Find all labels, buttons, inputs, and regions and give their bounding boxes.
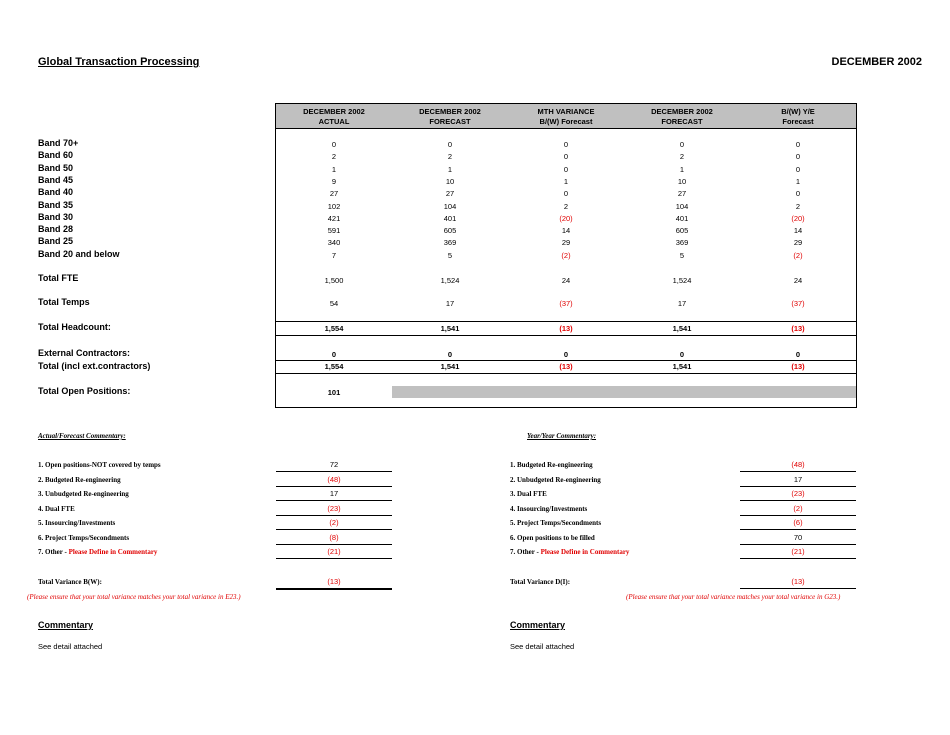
col-header-mth-variance: MTH VARIANCE B/(W) Forecast [537, 107, 595, 126]
table-cell: (13) [791, 362, 805, 371]
col-header-ye-variance: B/(W) Y/E Forecast [781, 107, 815, 126]
table-cell: 17 [677, 299, 687, 308]
table-cell: 2 [795, 201, 801, 211]
col-header-ye-forecast: DECEMBER 2002 FORECAST [651, 107, 713, 126]
table-cell: 421 [327, 213, 341, 223]
row-label-total-headcount: Total Headcount: [38, 322, 111, 332]
table-cell: 0 [331, 140, 337, 149]
table-cell: 0 [795, 140, 801, 149]
left-variance-note: (Please ensure that your total variance matches your total variance in E23.) [27, 593, 241, 601]
row-label-band: Band 25 [38, 236, 74, 247]
right_commentary-item-label: 1. Budgeted Re-engineering [510, 461, 593, 469]
left_commentary-item-label: 1. Open positions-NOT covered by temps [38, 461, 161, 469]
table-cell: (13) [559, 362, 573, 371]
table-cell: 0 [563, 164, 569, 174]
left_commentary-item-label: 7. Other - Please Define in Commentary [38, 548, 158, 556]
table-cell: 104 [443, 201, 457, 211]
table-cell: 29 [793, 238, 803, 248]
row-label-band: Band 30 [38, 211, 74, 222]
right_commentary-item-value: (6) [740, 517, 856, 530]
right_commentary-item-value: 17 [740, 474, 856, 487]
table-cell: 1,524 [440, 276, 460, 285]
row-label-band: Band 70+ [38, 138, 79, 148]
table-cell: 605 [443, 226, 457, 236]
table-cell: 24 [561, 276, 571, 285]
left_commentary-item-value: 72 [276, 459, 392, 472]
right_commentary-item-value: (2) [740, 503, 856, 516]
table-cell: 0 [795, 152, 801, 162]
table-cell: 104 [675, 201, 689, 211]
table-cell: 369 [675, 238, 689, 248]
row-label-total-temps: Total Temps [38, 297, 90, 307]
row-label-band: Band 40 [38, 187, 74, 198]
table-cell: 401 [675, 213, 689, 223]
right-total-value: (13) [740, 576, 856, 589]
right_commentary-item-value: (21) [740, 546, 856, 559]
right_commentary-item-label: 7. Other - Please Define in Commentary [510, 548, 630, 556]
table-cell: 10 [677, 176, 687, 186]
table-cell: 5 [447, 250, 453, 260]
table-cell: (20) [559, 213, 573, 223]
left_commentary-item-value: (8) [276, 532, 392, 545]
left_commentary-item-value: (2) [276, 517, 392, 530]
table-cell: 0 [563, 152, 569, 162]
table-cell: 0 [331, 350, 337, 359]
right-commentary-text: See detail attached [510, 642, 575, 651]
right_commentary-item-value: (48) [740, 459, 856, 472]
table-cell: (2) [793, 250, 803, 260]
left-commentary-text: See detail attached [38, 642, 103, 651]
table-cell: 1,524 [672, 276, 692, 285]
left_commentary-item-label: 6. Project Temps/Secondments [38, 533, 130, 542]
left_commentary-item-label: 5. Insourcing/Investments [38, 519, 116, 527]
row-label-band: Band 28 [38, 224, 74, 235]
table-cell: 1,541 [672, 362, 692, 371]
divider [276, 321, 856, 322]
table-cell: 1,541 [440, 362, 460, 371]
right-commentary-heading: Commentary [510, 620, 566, 630]
table-cell: (13) [791, 324, 805, 333]
table-cell: 1,500 [324, 276, 344, 285]
left-commentary-title: Actual/Forecast Commentary: [38, 432, 126, 440]
table-cell: 0 [795, 350, 801, 359]
table-cell: 102 [327, 201, 341, 211]
row-label-band: Band 50 [38, 162, 74, 173]
table-cell: 1,554 [324, 324, 344, 333]
table-cell: 27 [329, 189, 339, 199]
col-header-actual: DECEMBER 2002 ACTUAL [303, 107, 365, 126]
table-cell: 0 [447, 350, 453, 359]
left_commentary-item-label: 2. Budgeted Re-engineering [38, 475, 121, 484]
table-cell: 0 [447, 140, 453, 149]
right_commentary-item-label: 4. Insourcing/Investments [510, 504, 588, 513]
table-cell: 7 [331, 250, 337, 260]
table-cell: (13) [559, 324, 573, 333]
right-variance-note: (Please ensure that your total variance matches your total variance in G23.) [626, 593, 841, 601]
left-commentary-heading: Commentary [38, 620, 94, 630]
row-label-band: Band 20 and below [38, 248, 120, 259]
left_commentary-item-label: 4. Dual FTE [38, 504, 75, 513]
left_commentary-item-value: (48) [276, 474, 392, 487]
table-cell: 0 [563, 189, 569, 199]
divider [276, 360, 856, 361]
divider [276, 335, 856, 336]
right_commentary-item-label: 2. Unbudgeted Re-engineering [510, 475, 601, 484]
divider [276, 373, 856, 374]
table-cell: 340 [327, 238, 341, 248]
table-cell: 1 [331, 164, 337, 174]
table-cell: (37) [791, 299, 805, 308]
table-cell: (20) [791, 213, 805, 223]
left-total-value: (13) [276, 576, 392, 590]
left-total-label: Total Variance B(W): [38, 578, 102, 586]
table-cell: 1,541 [440, 324, 460, 333]
right_commentary-item-label: 3. Dual FTE [510, 490, 547, 498]
table-cell: 0 [679, 140, 685, 149]
table-cell: 1,554 [324, 362, 344, 371]
table-cell: 0 [563, 350, 569, 359]
open-positions-value: 101 [327, 388, 341, 397]
table-cell: 1 [795, 176, 801, 186]
row-label-band: Band 60 [38, 150, 74, 161]
table-cell: 401 [443, 213, 457, 223]
table-cell: 369 [443, 238, 457, 248]
table-cell: (37) [559, 299, 573, 308]
table-cell: 10 [445, 176, 455, 186]
table-cell: 27 [677, 189, 687, 199]
table-cell: 591 [327, 226, 341, 236]
define-in-commentary-text: Please Define in Commentary [540, 548, 630, 556]
right-commentary-title: Year/Year Commentary: [527, 432, 597, 440]
table-cell: 54 [329, 299, 339, 308]
table-cell: 5 [679, 250, 685, 260]
row-label-total-incl-contractors: Total (incl ext.contractors) [38, 361, 151, 371]
table-cell: 27 [445, 189, 455, 199]
table-cell: 2 [331, 152, 337, 162]
row-label-open-positions: Total Open Positions: [38, 386, 131, 396]
row-label-total-fte: Total FTE [38, 273, 79, 283]
table-cell: 0 [679, 350, 685, 359]
table-cell: 1 [447, 164, 453, 174]
table-cell: 0 [563, 140, 569, 149]
table-cell: 1 [679, 164, 685, 174]
row-label-band: Band 45 [38, 174, 74, 185]
table-cell: 17 [445, 299, 455, 308]
right-total-label: Total Variance D(I): [510, 578, 571, 586]
table-cell: 14 [561, 226, 571, 236]
left_commentary-item-value: 17 [276, 488, 392, 501]
define-in-commentary-text: Please Define in Commentary [68, 548, 158, 556]
table-cell: 9 [331, 176, 337, 186]
shaded-area [392, 386, 856, 398]
table-cell: 24 [793, 276, 803, 285]
right_commentary-item-value: (23) [740, 488, 856, 501]
table-cell: 14 [793, 226, 803, 236]
table-cell: 1 [563, 176, 569, 186]
right_commentary-item-label: 6. Open positions to be filled [510, 533, 595, 542]
table-cell: (2) [561, 250, 571, 260]
report-title: Global Transaction Processing [38, 56, 200, 68]
row-label-band: Band 35 [38, 199, 74, 210]
table-cell: 2 [563, 201, 569, 211]
table-cell: 2 [679, 152, 685, 162]
left_commentary-item-label: 3. Unbudgeted Re-engineering [38, 490, 129, 498]
row-label-external-contractors: External Contractors: [38, 348, 131, 358]
right_commentary-item-label: 5. Project Temps/Secondments [510, 519, 602, 527]
right_commentary-item-value: 70 [740, 532, 856, 545]
col-header-forecast: DECEMBER 2002 FORECAST [419, 107, 481, 126]
table-cell: 2 [447, 152, 453, 162]
table-cell: 0 [795, 164, 801, 174]
report-period: DECEMBER 2002 [831, 56, 922, 68]
left_commentary-item-value: (21) [276, 546, 392, 559]
left_commentary-item-value: (23) [276, 503, 392, 516]
table-cell: 29 [561, 238, 571, 248]
table-cell: 1,541 [672, 324, 692, 333]
table-cell: 605 [675, 226, 689, 236]
table-cell: 0 [795, 189, 801, 199]
